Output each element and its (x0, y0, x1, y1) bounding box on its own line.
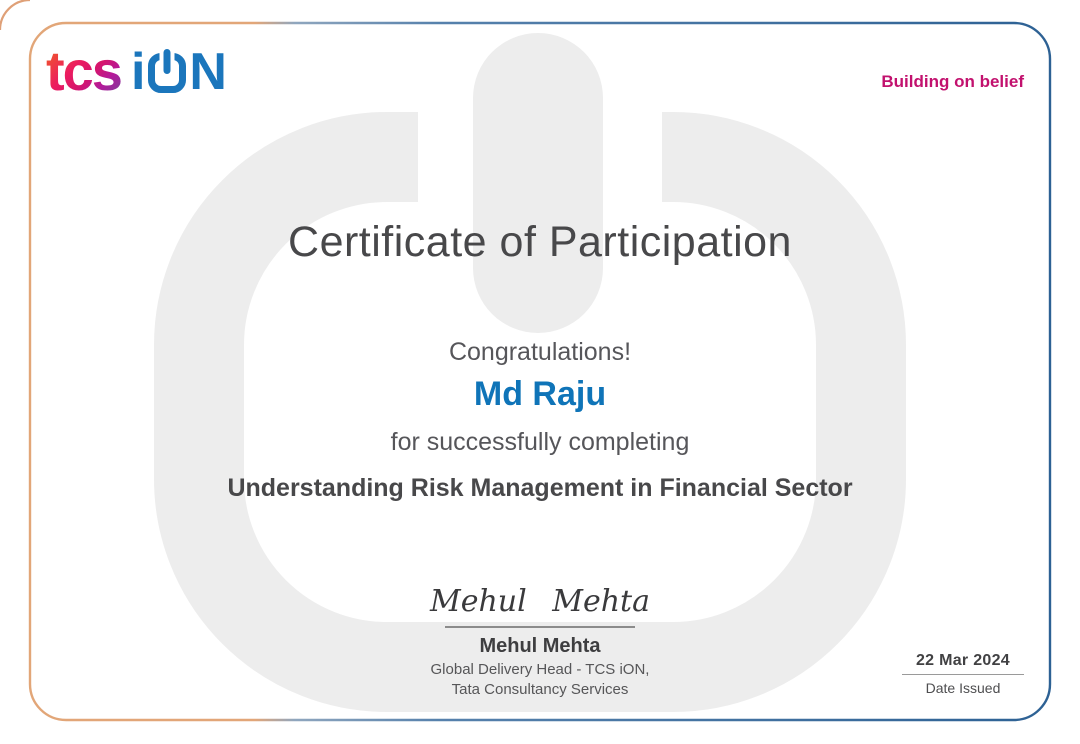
power-icon (148, 53, 186, 93)
brand-logo (46, 39, 227, 102)
recipient-name: Md Raju (473, 375, 607, 413)
tcs-wordmark: tcs (46, 39, 121, 102)
signature-divider (445, 626, 635, 628)
ion-wordmark (130, 43, 227, 102)
certificate-title: Certificate of Participation (288, 218, 792, 266)
brand-tagline: Building on belief (881, 72, 1024, 91)
signatory-name: Mehul Mehta (479, 634, 601, 657)
date-divider (902, 674, 1024, 675)
completion-text: for successfully completing (390, 428, 690, 456)
date-block (902, 652, 1024, 696)
signatory-role: Global Delivery Head - TCS iON, (430, 660, 650, 678)
signature-script: Mehul Mehta (430, 584, 650, 619)
greeting-text: Congratulations! (448, 338, 632, 366)
ion-letter-i: i (130, 43, 146, 102)
course-title: Understanding Risk Management in Financial Sector (227, 474, 853, 502)
ion-letter-n: N (189, 43, 227, 102)
signatory-company: Tata Consultancy Services (451, 680, 629, 698)
issue-date: 22 Mar 2024 (915, 652, 1011, 669)
date-label: Date Issued (925, 680, 1001, 696)
